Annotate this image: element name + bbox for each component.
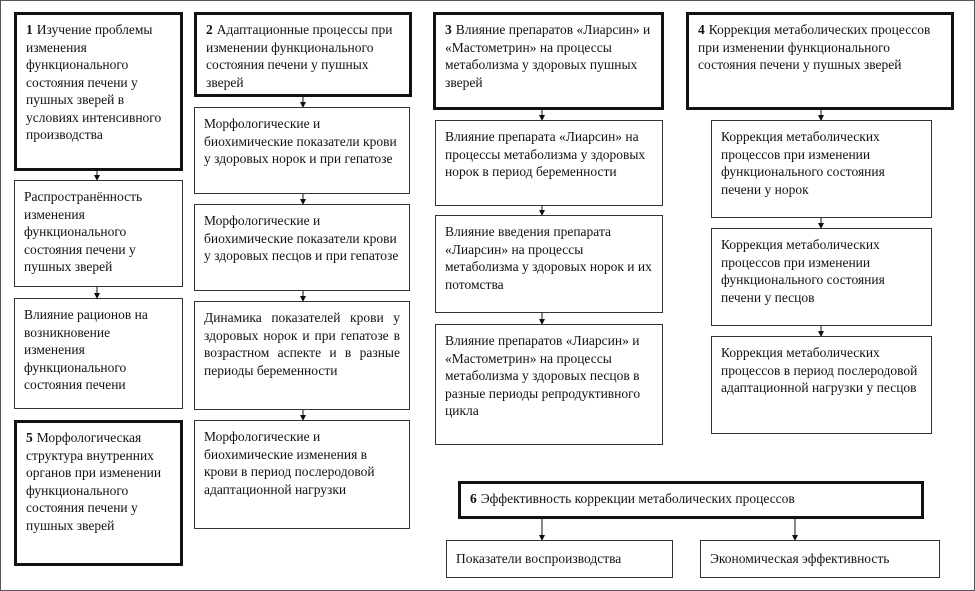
section-3-item-3: Влияние препаратов «Лиарсин» и «Мастометрин» на процессы метаболизма у здоровых песцов в разные периоды репродуктивного цикла [435,324,663,445]
section-2-title-text: Адаптационные процессы при изменении функционального состояния печени у пушных зверей [206,22,393,90]
section-5-number: 5 [26,430,33,445]
section-2-number: 2 [206,22,213,37]
section-2-item-2: Морфологические и биохимические показатели крови у здоровых песцов и при гепатозе [194,204,410,291]
section-3-item-1: Влияние препарата «Лиарсин» на процессы метаболизма у здоровых норок в период беременности [435,120,663,206]
section-6-number: 6 [470,491,477,506]
section-1-title [14,12,183,171]
section-5-title [14,420,183,566]
section-2-item-4: Морфологические и биохимические изменения в крови в период послеродовой адаптационной нагрузки [194,420,410,529]
section-4-item-1: Коррекция метаболических процессов при изменении функционального состояния печени у норок [711,120,932,218]
section-4-number: 4 [698,22,705,37]
section-2-item-3: Динамика показателей крови у здоровых норок и при гепатозе в возрастном аспекте и в разные периоды беременности [194,301,410,410]
section-2-item-1: Морфологические и биохимические показатели крови у здоровых норок и при гепатозе [194,107,410,194]
section-4-title [686,12,954,110]
section-1-item-1: Распространённость изменения функционального состояния печени у пушных зверей [14,180,183,287]
section-3-item-2: Влияние введения препарата «Лиарсин» на процессы метаболизма у здоровых норок и их потомства [435,215,663,313]
section-6-title [458,481,924,519]
section-5-title-text: Морфологическая структура внутренних органов при изменении функционального состояния печени у пушных зверей [26,430,162,533]
section-2-title [194,12,412,97]
section-4-item-2: Коррекция метаболических процессов при изменении функционального состояния печени у песцов [711,228,932,326]
section-3-title [433,12,664,110]
section-6-item-2: Экономическая эффективность [700,540,940,578]
section-1-number: 1 [26,22,33,37]
section-3-number: 3 [445,22,452,37]
section-4-item-3: Коррекция метаболических процессов в период послеродовой адаптационной нагрузки у песцов [711,336,932,434]
section-1-title-text: Изучение проблемы изменения функционального состояния печени у пушных зверей в условиях интенсивного производства [26,22,162,142]
section-6-title-text: Эффективность коррекции метаболических процессов [480,491,795,506]
section-3-title-text: Влияние препаратов «Лиарсин» и «Мастометрин» на процессы метаболизма у здоровых пушных зверей [445,22,651,90]
section-4-title-text: Коррекция метаболических процессов при изменении функционального состояния печени у пушных зверей [698,22,931,72]
section-1-item-2: Влияние рационов на возникновение изменения функционального состояния печени [14,298,183,409]
section-6-item-1: Показатели воспроизводства [446,540,673,578]
